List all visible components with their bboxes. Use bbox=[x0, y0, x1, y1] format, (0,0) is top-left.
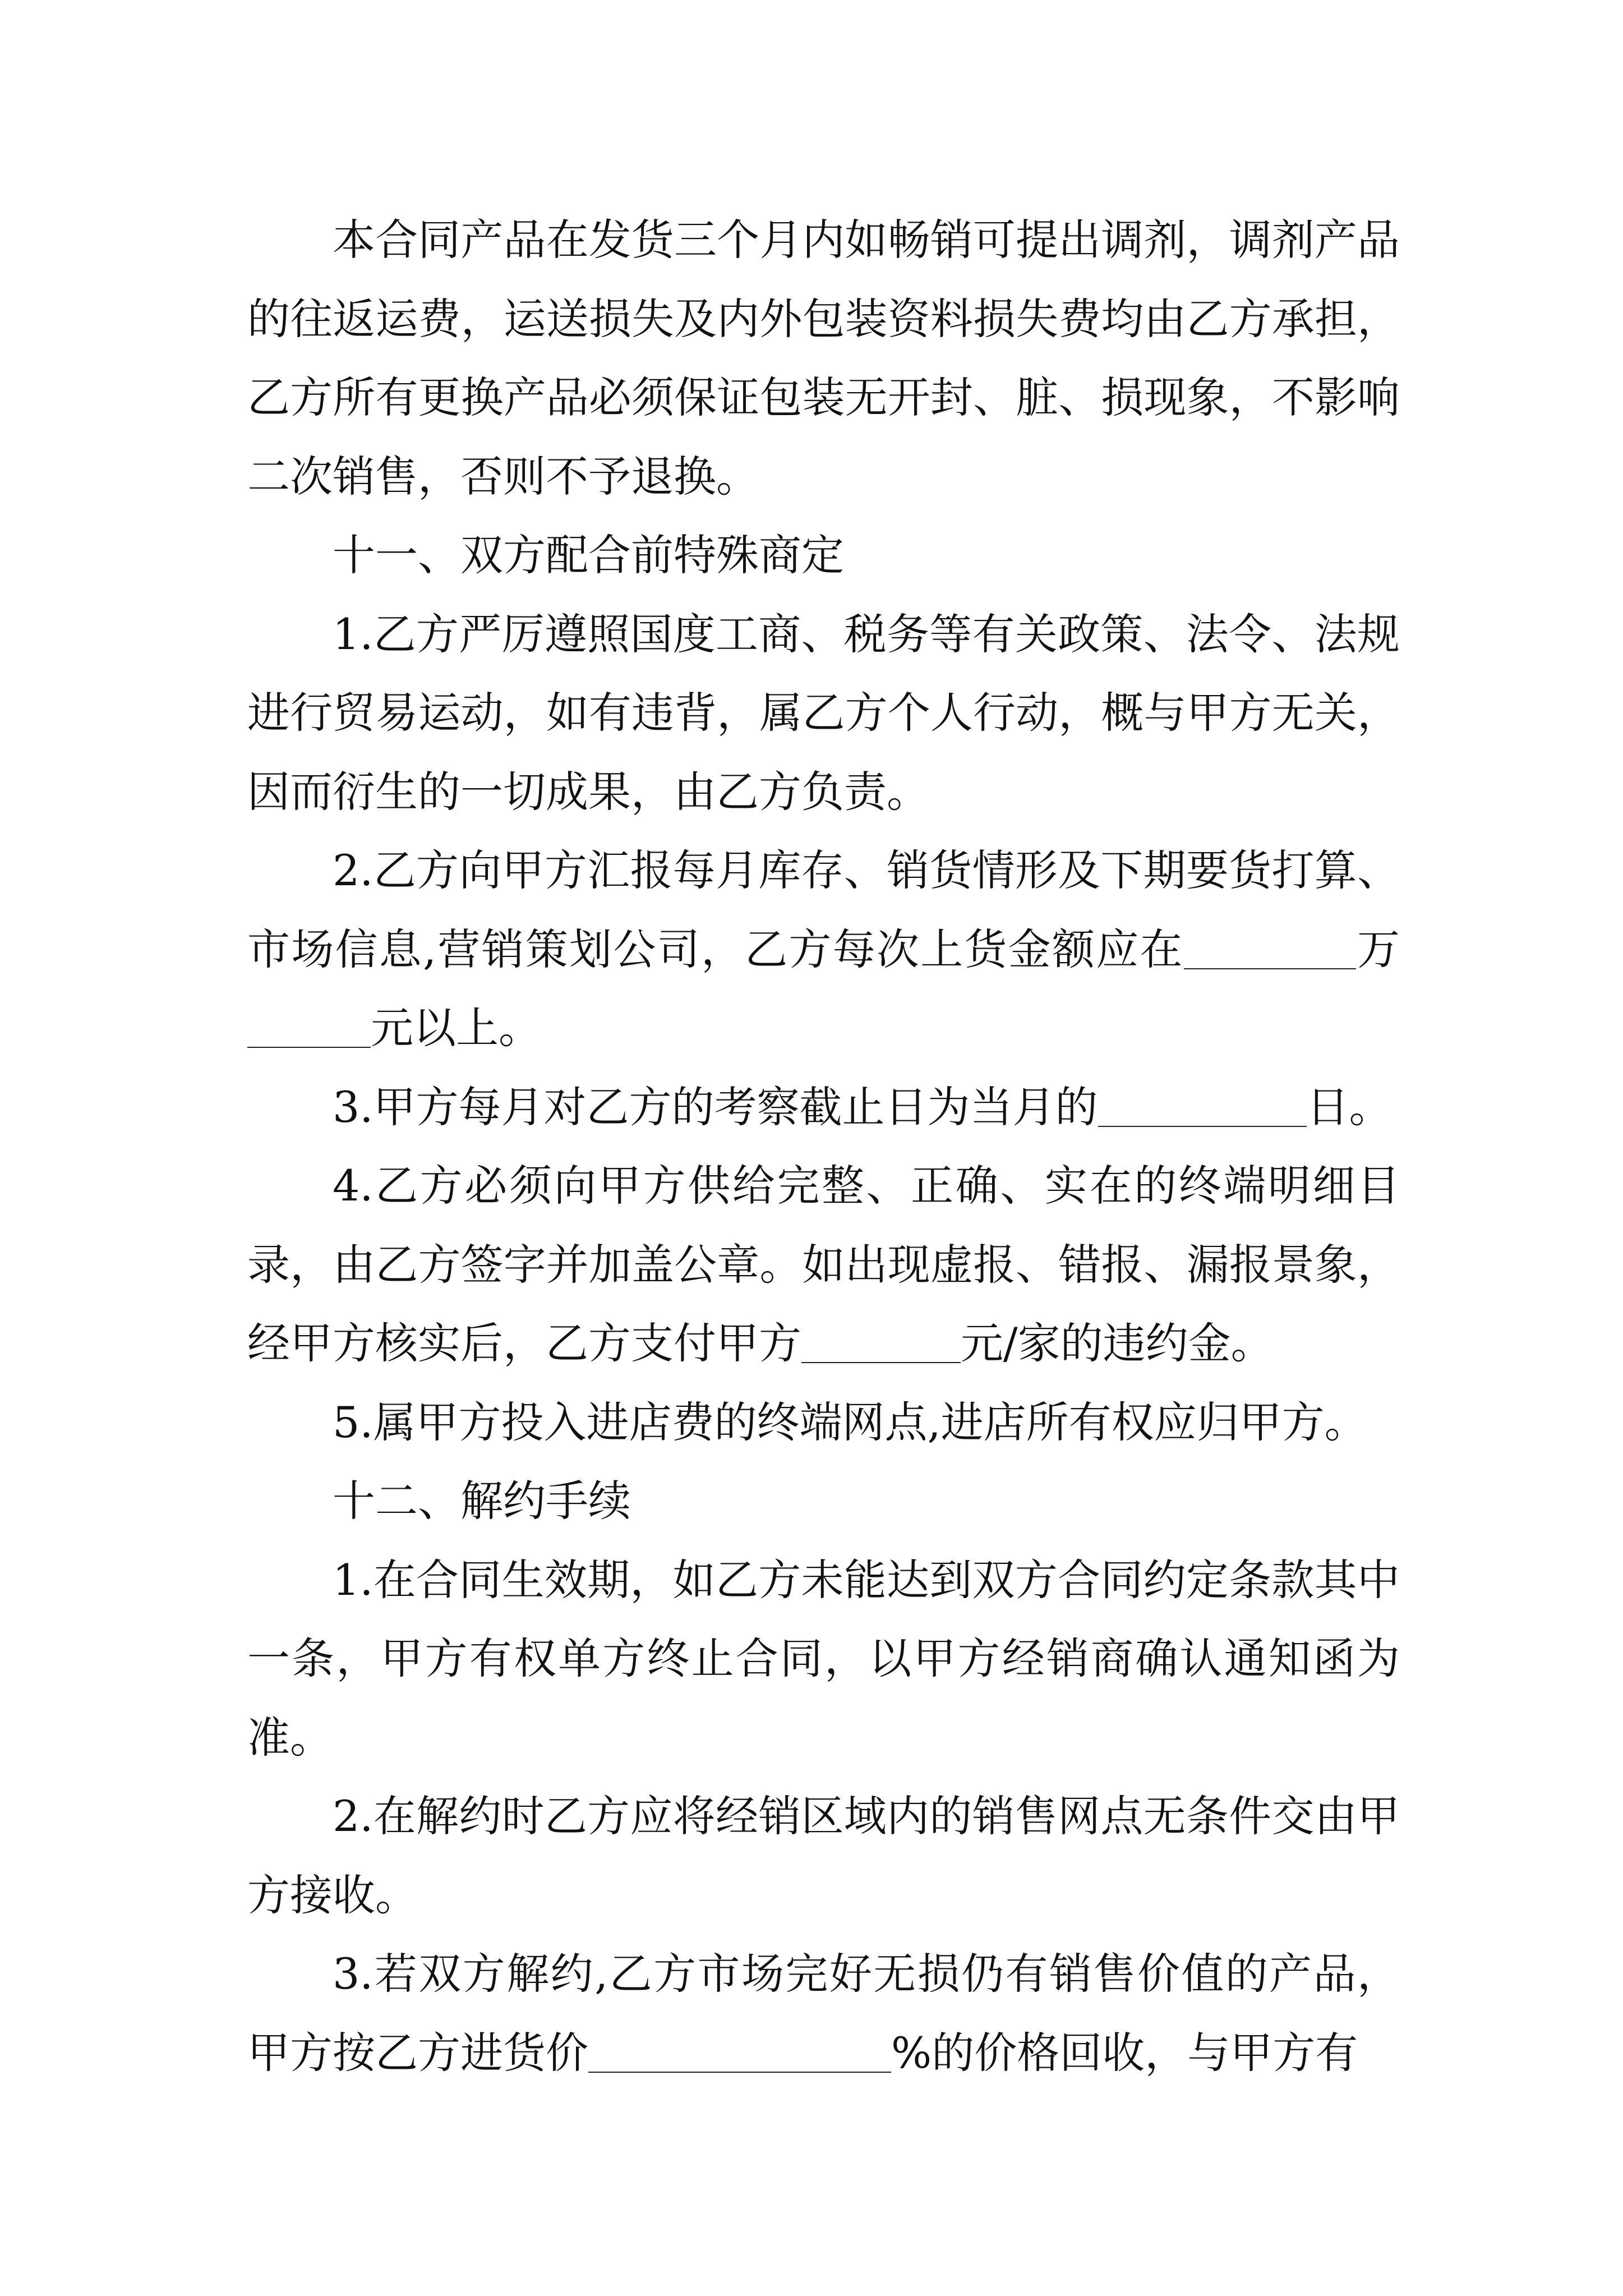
clause-11-2 bbox=[247, 831, 1400, 1068]
clause-text: 5.属甲方投入进店费的终端网点,进店所有权应归甲方。 bbox=[333, 1397, 1367, 1447]
section-heading-eleven bbox=[247, 516, 1400, 595]
clause-text: 4.乙方必须向甲方供给完整、正确、实在的终端明细目录，由乙方签字并加盖公章。如出现虚报、错报、漏报景象，经甲方核实后，乙方支付甲方 bbox=[247, 1161, 1400, 1368]
fill-blank-line bbox=[801, 1319, 961, 1363]
section-heading-twelve bbox=[247, 1462, 1400, 1541]
clause-tail-text: 元以上。 bbox=[371, 1003, 541, 1053]
clause-tail-text: 元/家的违约金。 bbox=[961, 1318, 1274, 1368]
clause-12-2 bbox=[247, 1777, 1400, 1935]
heading-text: 十二、解约手续 bbox=[333, 1476, 631, 1526]
fill-blank-line bbox=[1184, 926, 1356, 969]
clause-unit-text: 万 bbox=[1355, 924, 1400, 974]
fill-blank-line bbox=[247, 1004, 371, 1048]
clause-12-1 bbox=[247, 1541, 1400, 1778]
clause-tail-text: %的价格回收，与甲方有 bbox=[891, 2027, 1358, 2078]
heading-text: 十一、双方配合前特殊商定 bbox=[333, 530, 844, 580]
clause-text: 2.乙方向甲方汇报每月库存、销货情形及下期要货打算、市场信息,营销策划公司，乙方每次上货金额应在 bbox=[247, 845, 1400, 974]
fill-blank-line bbox=[1098, 1083, 1307, 1127]
paragraph-text: 本合同产品在发货三个月内如畅销可提出调剂，调剂产品的往返运费，运送损失及内外包装资料损失费均由乙方承担，乙方所有更换产品必须保证包装无开封、脏、损现象，不影响二次销售，否则不予退换。 bbox=[247, 215, 1400, 501]
fill-blank-line bbox=[588, 2029, 891, 2073]
clause-11-5 bbox=[247, 1383, 1400, 1462]
paragraph-adjustment-terms bbox=[247, 201, 1400, 516]
clause-tail-text: 日。 bbox=[1306, 1082, 1392, 1132]
clause-text: 1.在合同生效期，如乙方未能达到双方合同约定条款其中一条，甲方有权单方终止合同，以甲方经销商确认通知函为准。 bbox=[247, 1554, 1400, 1763]
clause-text: 1.乙方严厉遵照国度工商、税务等有关政策、法令、法规进行贸易运动，如有违背，属乙方个人行动，概与甲方无关，因而衍生的一切成果，由乙方负责。 bbox=[247, 609, 1400, 817]
clause-11-4 bbox=[247, 1147, 1400, 1383]
clause-11-1 bbox=[247, 595, 1400, 832]
clause-text: 3.若双方解约,乙方市场完好无损仍有销售价值的产品，甲方按乙方进货价 bbox=[247, 1949, 1400, 2078]
clause-11-3 bbox=[247, 1068, 1400, 1147]
clause-text: 2.在解约时乙方应将经销区域内的销售网点无条件交由甲方接收。 bbox=[247, 1791, 1400, 1920]
document-page bbox=[247, 201, 1400, 2092]
clause-12-3 bbox=[247, 1935, 1400, 2092]
clause-text: 3.甲方每月对乙方的考察截止日为当月的 bbox=[333, 1082, 1098, 1132]
